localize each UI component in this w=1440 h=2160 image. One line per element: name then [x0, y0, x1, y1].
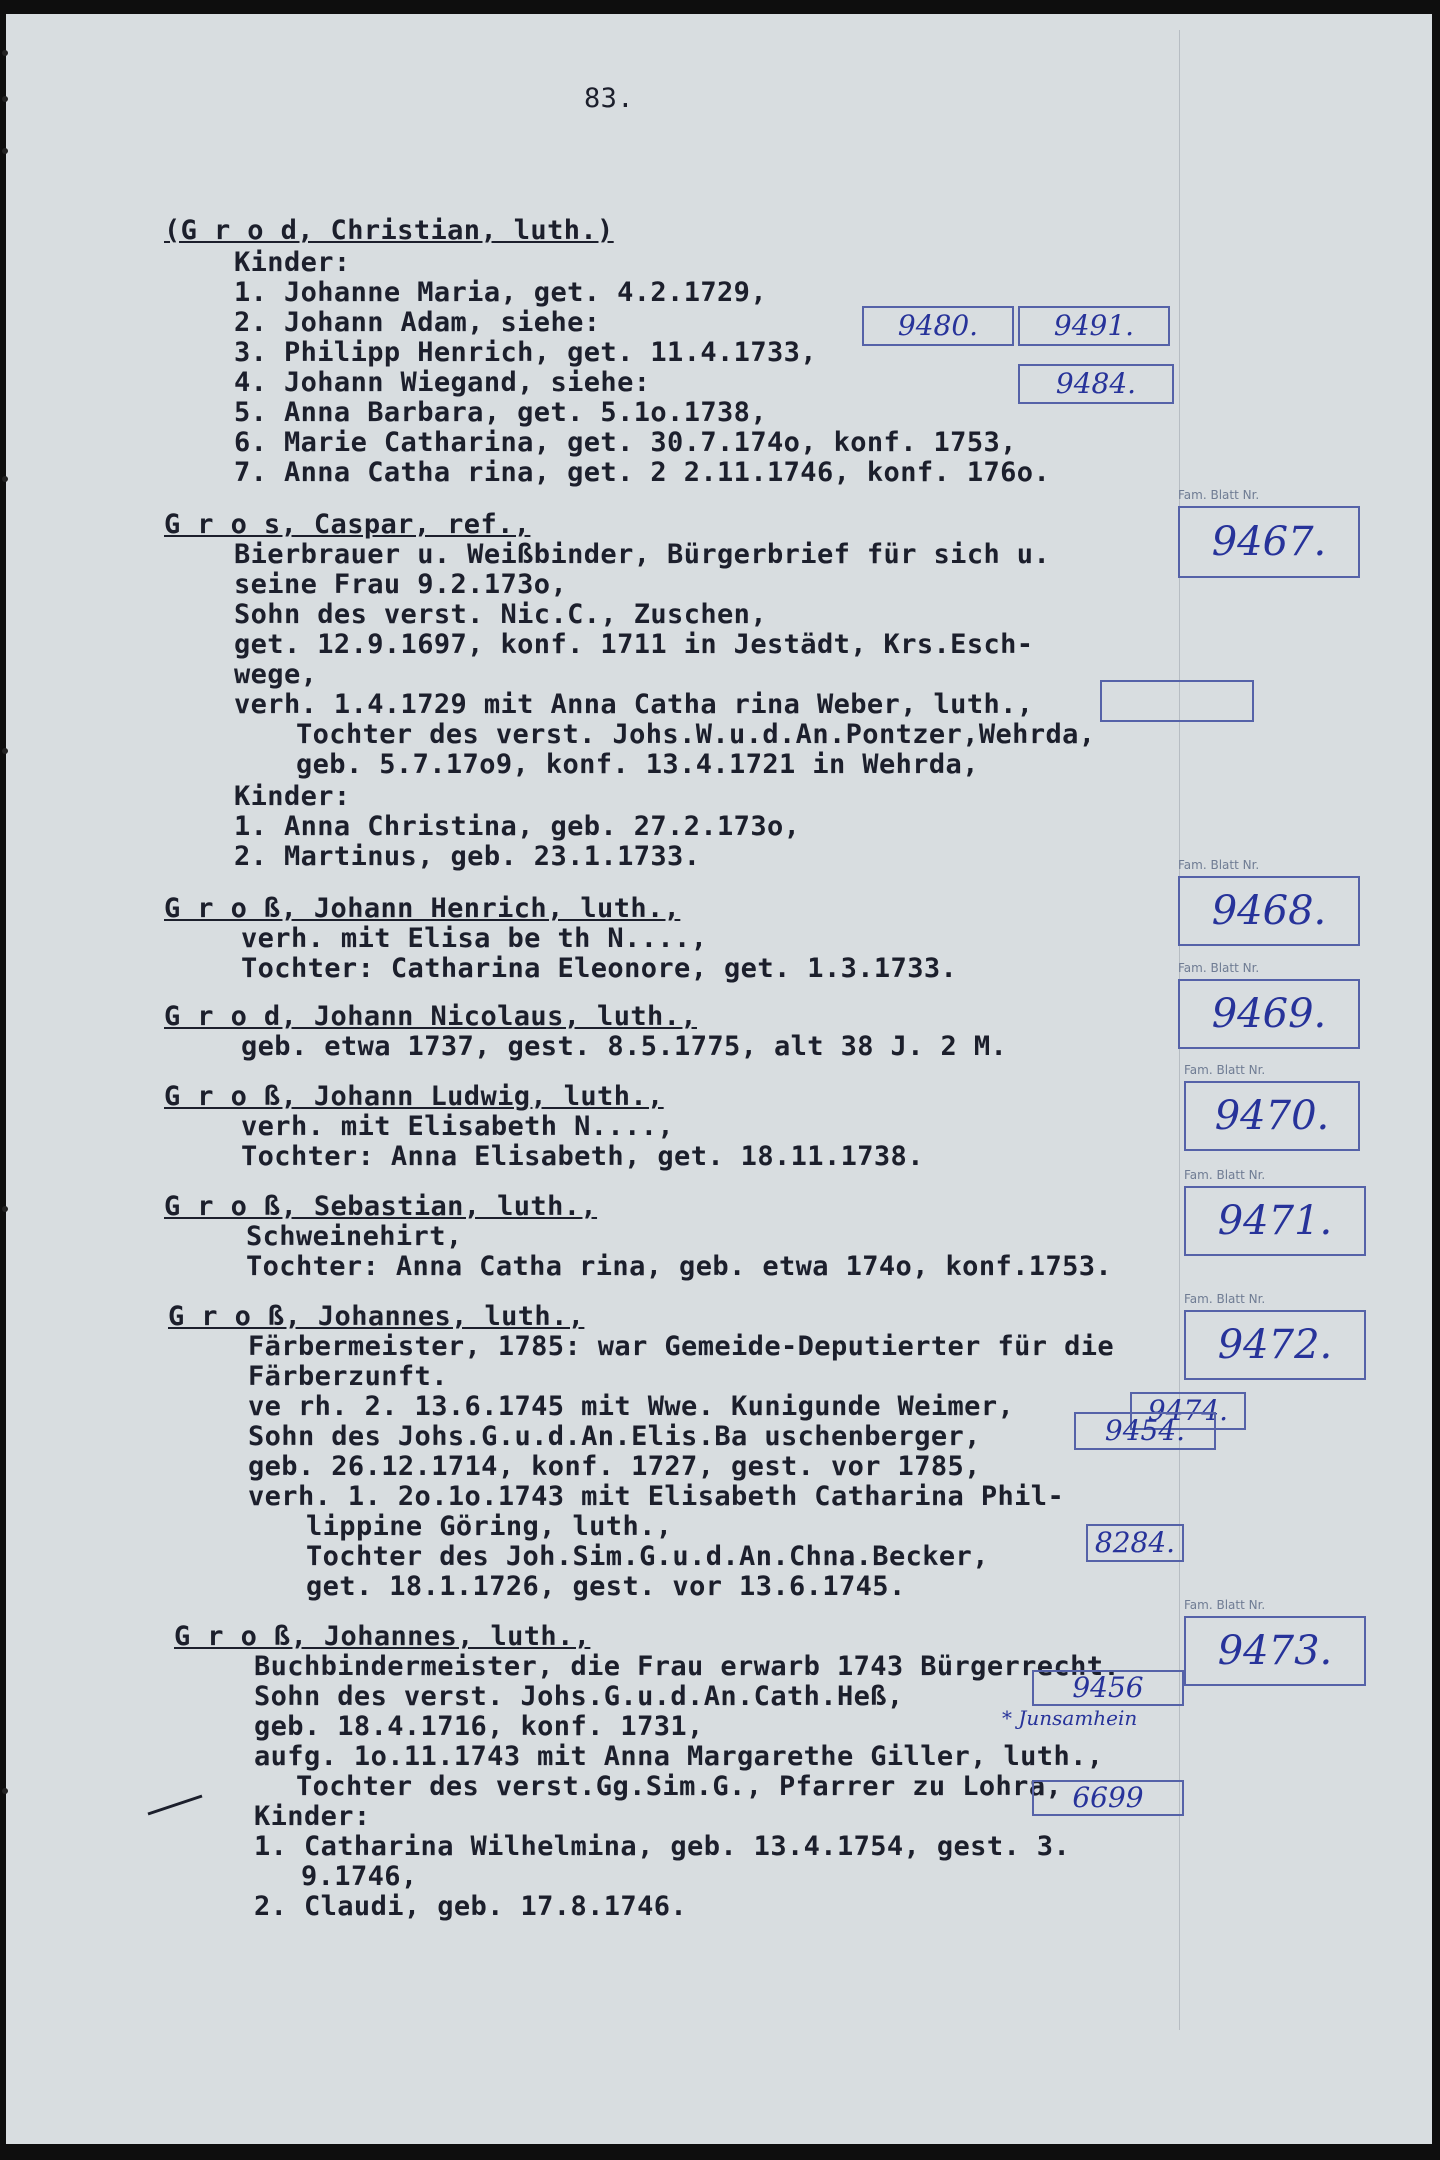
fam-blatt-label: Fam. Blatt Nr.	[1184, 1598, 1266, 1612]
text-line: Sohn des verst. Johs.G.u.d.An.Cath.Heß,	[254, 1681, 904, 1712]
text-line: 1. Catharina Wilhelmina, geb. 13.4.1754, gest. 3.	[254, 1831, 1071, 1862]
text-line: lippine Göring, luth.,	[306, 1511, 673, 1542]
fam-blatt-number: 9468.	[1178, 876, 1360, 946]
edge-mark	[2, 1788, 8, 1794]
fam-blatt-number: 9471.	[1184, 1186, 1366, 1256]
text-line: Kinder:	[254, 1801, 371, 1832]
text-line: 2. Johann Adam, siehe:	[234, 307, 601, 338]
entry-heading: (G r o d, Christian, luth.)	[164, 215, 614, 246]
text-line: verh. mit Elisa be th N....,	[241, 923, 708, 954]
fam-blatt-number: 9473.	[1184, 1616, 1366, 1686]
text-line: seine Frau 9.2.173o,	[234, 569, 568, 600]
entry-heading: G r o ß, Johannes, luth.,	[174, 1621, 591, 1652]
entry-heading: G r o ß, Sebastian, luth.,	[164, 1191, 598, 1222]
text-line: Tochter des verst.Gg.Sim.G., Pfarrer zu Lohra,	[296, 1771, 1063, 1802]
text-line: get. 18.1.1726, gest. vor 13.6.1745.	[306, 1571, 906, 1602]
text-line: Buchbindermeister, die Frau erwarb 1743 Bürgerrecht.	[254, 1651, 1121, 1682]
cross-reference-box: 9480.	[862, 306, 1014, 346]
handwritten-note: * Junsamhein	[1002, 1706, 1138, 1730]
text-line: Kinder:	[234, 781, 351, 812]
edge-mark	[2, 148, 8, 154]
entry-heading: G r o d, Johann Nicolaus, luth.,	[164, 1001, 697, 1032]
text-line: Tochter: Anna Elisabeth, get. 18.11.1738.	[241, 1141, 924, 1172]
text-line: aufg. 1o.11.1743 mit Anna Margarethe Giller, luth.,	[254, 1741, 1104, 1772]
entry-heading: G r o ß, Johann Henrich, luth.,	[164, 893, 681, 924]
cross-reference-box: 9484.	[1018, 364, 1174, 404]
text-line: geb. 18.4.1716, konf. 1731,	[254, 1711, 704, 1742]
text-line: 3. Philipp Henrich, get. 11.4.1733,	[234, 337, 817, 368]
fam-blatt-number: 9469.	[1178, 979, 1360, 1049]
fam-blatt-number: 9467.	[1178, 506, 1360, 578]
text-line: verh. 1. 2o.1o.1743 mit Elisabeth Catharina Phil-	[248, 1481, 1065, 1512]
text-line: Schweinehirt,	[246, 1221, 463, 1252]
entry-heading: G r o s, Caspar, ref.,	[164, 509, 531, 540]
text-line: Kinder:	[234, 247, 351, 278]
fam-blatt-label: Fam. Blatt Nr.	[1184, 1292, 1266, 1306]
text-line: 4. Johann Wiegand, siehe:	[234, 367, 651, 398]
text-line: Tochter: Anna Catha rina, geb. etwa 174o, konf.1753.	[246, 1251, 1113, 1282]
text-line: 9.1746,	[301, 1861, 418, 1892]
cross-reference-box: 9491.	[1018, 306, 1170, 346]
text-line: 2. Martinus, geb. 23.1.1733.	[234, 841, 701, 872]
text-line: geb. etwa 1737, gest. 8.5.1775, alt 38 J. 2 M.	[241, 1031, 1008, 1062]
empty-reference-box	[1100, 680, 1254, 722]
text-line: geb. 26.12.1714, konf. 1727, gest. vor 1785,	[248, 1451, 981, 1482]
text-line: 2. Claudi, geb. 17.8.1746.	[254, 1891, 688, 1922]
page-number: 83.	[584, 83, 634, 114]
text-line: get. 12.9.1697, konf. 1711 in Jestädt, Krs.Esch-	[234, 629, 1034, 660]
text-line: ve rh. 2. 13.6.1745 mit Wwe. Kunigunde Weimer,	[248, 1391, 1015, 1422]
edge-mark	[2, 476, 8, 482]
cross-reference-box: 9454.	[1074, 1412, 1216, 1450]
document-page	[6, 14, 1432, 2144]
cross-reference-box: 8284.	[1086, 1524, 1184, 1562]
edge-mark	[2, 50, 8, 56]
edge-mark	[2, 96, 8, 102]
text-line: geb. 5.7.17o9, konf. 13.4.1721 in Wehrda,	[296, 749, 979, 780]
fam-blatt-label: Fam. Blatt Nr.	[1178, 961, 1260, 975]
fam-blatt-label: Fam. Blatt Nr.	[1184, 1168, 1266, 1182]
entry-heading: G r o ß, Johann Ludwig, luth.,	[164, 1081, 664, 1112]
text-line: Sohn des Johs.G.u.d.An.Elis.Ba uschenberger,	[248, 1421, 981, 1452]
text-line: verh. 1.4.1729 mit Anna Catha rina Weber, luth.,	[234, 689, 1034, 720]
text-line: wege,	[234, 659, 318, 690]
text-line: Färberzunft.	[248, 1361, 448, 1392]
cross-reference-box: 6699	[1032, 1780, 1184, 1816]
cross-reference-box: 9456	[1032, 1670, 1184, 1706]
fam-blatt-label: Fam. Blatt Nr.	[1178, 858, 1260, 872]
text-line: Tochter: Catharina Eleonore, get. 1.3.1733.	[241, 953, 958, 984]
text-line: 6. Marie Catharina, get. 30.7.174o, konf. 1753,	[234, 427, 1017, 458]
fam-blatt-label: Fam. Blatt Nr.	[1178, 488, 1260, 502]
entry-heading: G r o ß, Johannes, luth.,	[168, 1301, 585, 1332]
fam-blatt-number: 9472.	[1184, 1310, 1366, 1380]
fam-blatt-number: 9470.	[1184, 1081, 1360, 1151]
text-line: 5. Anna Barbara, get. 5.1o.1738,	[234, 397, 767, 428]
text-line: Tochter des Joh.Sim.G.u.d.An.Chna.Becker,	[306, 1541, 989, 1572]
text-line: Bierbrauer u. Weißbinder, Bürgerbrief für sich u.	[234, 539, 1051, 570]
text-line: 1. Johanne Maria, get. 4.2.1729,	[234, 277, 767, 308]
text-line: Tochter des verst. Johs.W.u.d.An.Pontzer,Wehrda,	[296, 719, 1096, 750]
edge-mark	[2, 1206, 8, 1212]
text-line: 1. Anna Christina, geb. 27.2.173o,	[234, 811, 801, 842]
text-line: verh. mit Elisabeth N....,	[241, 1111, 675, 1142]
fam-blatt-label: Fam. Blatt Nr.	[1184, 1063, 1266, 1077]
edge-mark	[2, 748, 8, 754]
pencil-checkmark	[144, 1790, 208, 1820]
text-line: Sohn des verst. Nic.C., Zuschen,	[234, 599, 767, 630]
text-line: 7. Anna Catha rina, get. 2 2.11.1746, konf. 176o.	[234, 457, 1051, 488]
text-line: Färbermeister, 1785: war Gemeide-Deputierter für die	[248, 1331, 1115, 1362]
cross-reference-box: 9474.	[1130, 1392, 1246, 1430]
